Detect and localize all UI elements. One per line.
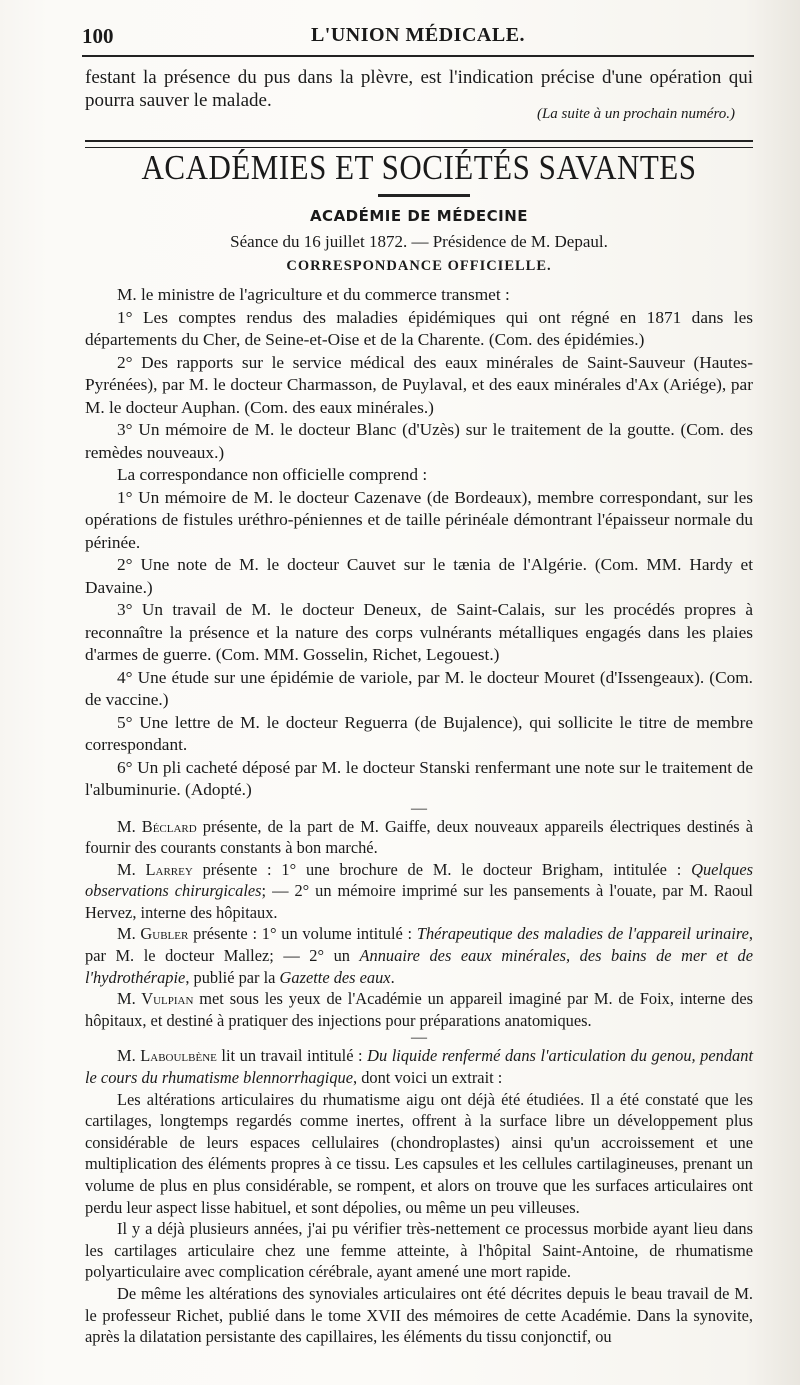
presentation-beclard	[85, 816, 753, 859]
presentation-text: , publié par la	[185, 967, 280, 987]
presentation-text: présente : 1° une brochure de M. le docteur Brigham, intitulée :	[192, 859, 692, 879]
presentation-text: , par M. le docteur Mallez; — 2° un	[85, 924, 753, 966]
work-title: Du liquide renfermé dans l'articulation du genou, pendant le cours du rhumatisme blennorrhagique	[85, 1046, 753, 1088]
paragraph: 1° Un mémoire de M. le docteur Cazenave (de Bordeaux), membre correspondant, sur les opérations de fistules uréthro-péniennes et de taille périnéale démontrant l'épaisseur normale du périnée.	[85, 487, 753, 552]
paragraph: 4° Une étude sur une épidémie de variole, par M. le docteur Mouret (d'Issengeaux). (Com. de vaccine.)	[85, 667, 753, 709]
work-title: Gazette des eaux	[279, 967, 391, 987]
extract-paragraph: De même les altérations des synoviales articulaires ont été décrites depuis le beau travail de M. le professeur Richet, publié dans le tome XVII des mémoires de cette Académie. Dans la synovite, après la dilatation persistante des capillaires, les éléments du tissu conjonctif, ou	[85, 1283, 753, 1347]
intro-text: festant la présence du pus dans la plèvre, est l'indication précise d'une opération qui pourra sauver le malade.	[85, 67, 753, 111]
presentation-gubler	[85, 923, 753, 988]
speaker-name: M. Vulpian	[117, 989, 194, 1009]
work-title: Thérapeutique des maladies de l'appareil urinaire	[416, 924, 749, 944]
intro-block	[85, 66, 753, 123]
laboulbene-intro	[85, 1045, 753, 1088]
presentation-text: lit un travail intitulé :	[216, 1046, 368, 1066]
academy-subtitle: ACADÉMIE DE MÉDECINE	[309, 207, 529, 225]
presentation-text: ; — 2° un mémoire imprimé sur les pansements à l'ouate, par M. Raoul Hervez, interne des hôpitaux.	[85, 881, 753, 922]
presentation-text: présente, de la part de M. Gaiffe, deux nouveaux appareils électriques destinés à fournir des courants constants à bon marché.	[85, 816, 753, 858]
speaker-name: M. Laboulbène	[117, 1046, 217, 1066]
paragraph: 2° Des rapports sur le service médical des eaux minérales de Saint-Sauveur (Hautes-Pyrénées), par M. le docteur Charmasson, de Puylaval, et des eaux minérales d'Ax (Ariége), par M. le docteur Auphan. (Com. des eaux minérales.)	[85, 352, 753, 417]
separator: —	[411, 799, 427, 817]
paragraph: La correspondance non officielle comprend :	[117, 465, 428, 484]
speaker-name: M. Gubler	[117, 924, 189, 944]
correspondance-title: CORRESPONDANCE OFFICIELLE.	[286, 258, 552, 274]
presentation-vulpian	[85, 988, 753, 1031]
paragraph: 1° Les comptes rendus des maladies épidémiques qui ont régné en 1871 dans les départements du Cher, de Seine-et-Oise et de la Charente. (Com. des épidémies.)	[85, 307, 753, 349]
section-title: ACADÉMIES ET SOCIÉTÉS SAVANTES	[141, 147, 697, 188]
page-number: 100	[82, 24, 114, 48]
body-content	[85, 284, 753, 1348]
presentation-text: , dont voici un extrait :	[353, 1068, 503, 1088]
running-head: L'UNION MÉDICALE.	[310, 24, 526, 46]
presentation-text: présente : 1° un volume intitulé :	[188, 924, 417, 944]
paragraph: 3° Un mémoire de M. le docteur Blanc (d'Uzès) sur le traitement de la goutte. (Com. des remèdes nouveaux.)	[85, 420, 753, 462]
paragraph: 2° Une note de M. le docteur Cauvet sur le tænia de l'Algérie. (Com. MM. Hardy et Davaine.)	[85, 555, 753, 597]
speaker-name: M. Béclard	[117, 816, 197, 836]
continued-note: (La suite à un prochain numéro.)	[536, 106, 735, 122]
paragraph: 5° Une lettre de M. le docteur Reguerra (de Bujalence), qui sollicite le titre de membre correspondant.	[85, 712, 753, 754]
speaker-name: M. Larrey	[117, 859, 193, 879]
presentation-larrey	[85, 859, 753, 924]
page-header	[82, 22, 754, 52]
title-short-rule	[378, 194, 470, 197]
header-rule	[82, 55, 754, 57]
section-double-rule	[85, 140, 753, 148]
paragraph: M. le ministre de l'agriculture et du commerce transmet :	[117, 285, 510, 304]
paragraph: 3° Un travail de M. le docteur Deneux, de Saint-Calais, sur les procédés propres à reconnaître la présence et la nature des corps vulnérants métalliques engagés dans les plaies d'armes de guerre. (Com. MM. Gosselin, Richet, Legouest.)	[85, 600, 753, 664]
seance-line: Séance du 16 juillet 1872. — Présidence de M. Depaul.	[230, 232, 608, 251]
separator: —	[411, 1029, 427, 1047]
extract-paragraph: Il y a déjà plusieurs années, j'ai pu vérifier très-nettement ce processus morbide ayant lieu dans les cartilages articulaire chez une femme atteinte, à l'hôpital Saint-Antoine, de rhumatisme polyarticulaire avec complication cérébrale, ayant amené une mort rapide.	[85, 1219, 753, 1282]
paragraph: 6° Un pli cacheté déposé par M. le docteur Stanski renfermant une note sur le traitement de l'albuminurie. (Adopté.)	[85, 757, 753, 799]
presentation-text: .	[390, 967, 395, 987]
work-title: Quelques observations chirurgicales	[85, 859, 754, 901]
work-title: Annuaire des eaux minérales, des bains de mer et de l'hydrothérapie	[85, 946, 753, 987]
extract-paragraph: Les altérations articulaires du rhumatisme aigu ont déjà été étudiées. Il a été constaté que les cartilages, longtemps regardés comme inertes, offrent à la surface libre un développement plus considérable de leurs espaces cellulaires (chondroplastes) ainsi qu'un accroissement et une multiplication des éléments propres à ce tissu. Les capsules et les cellules cartilagineuses, prenant un volume de plus en plus considérable, se rompent, et alors on trouve que les surfaces articulaires ont perdu leur aspect lisse habituel, et sont dépolies, ou même un peu villeuses.	[85, 1089, 753, 1217]
presentation-text: met sous les yeux de l'Académie un appareil imaginé par M. de Foix, interne des hôpitaux, et destiné à pratiquer des injections pour préparations anatomiques.	[85, 989, 753, 1030]
